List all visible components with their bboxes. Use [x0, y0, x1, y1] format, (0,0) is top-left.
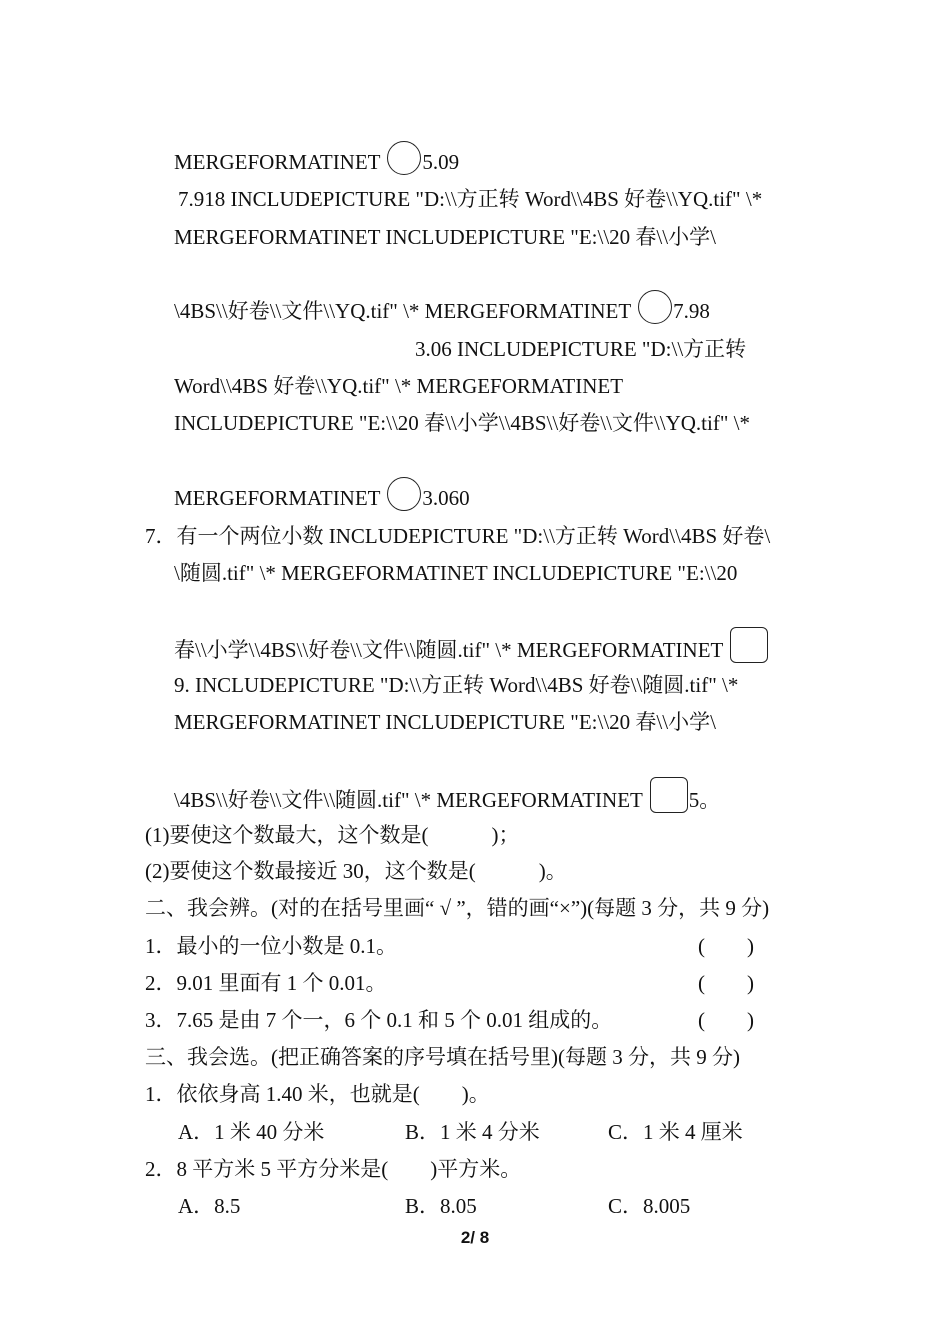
line-text: \4BS\\好卷\\文件\\随圆.tif" \* MERGEFORMATINET — [174, 788, 648, 812]
merge-line-1 — [174, 141, 459, 175]
option-b[interactable]: B．8.05 — [405, 1194, 477, 1218]
question-7-line-5: MERGEFORMATINET INCLUDEPICTURE "E:\\20 春\\小学\ — [174, 710, 716, 734]
sub-question-1: (1)要使这个数最大，这个数是( )； — [145, 823, 520, 847]
option-a[interactable]: A．8.5 — [178, 1194, 241, 1218]
line-text: MERGEFORMATINET — [174, 150, 386, 174]
box-blank[interactable] — [650, 777, 688, 813]
line-text: MERGEFORMATINET — [174, 486, 386, 510]
line-tail: 5。 — [688, 788, 721, 812]
answer-paren[interactable]: ( ) — [698, 1008, 754, 1032]
section-2-heading: 二、我会辨。(对的在括号里画“ √ ”，错的画“×”)(每题 3 分，共 9 分) — [145, 896, 770, 920]
sub-question-2: (2)要使这个数最接近 30，这个数是( )。 — [145, 859, 567, 883]
judge-item-1: 1．最小的一位小数是 0.1。 — [145, 934, 397, 958]
choice-question-2: 2．8 平方米 5 平方分米是( )平方米。 — [145, 1157, 522, 1181]
circle-blank[interactable] — [387, 141, 421, 175]
merge-line-8 — [174, 477, 470, 511]
option-a[interactable]: A．1 米 40 分米 — [178, 1120, 325, 1144]
answer-paren[interactable]: ( ) — [698, 971, 754, 995]
line-text: 春\\小学\\4BS\\好卷\\文件\\随圆.tif" \* MERGEFORMATINET — [174, 638, 729, 662]
option-c[interactable]: C．8.005 — [608, 1194, 691, 1218]
question-7-line-6 — [174, 777, 720, 813]
line-tail: 7.98 — [673, 299, 710, 323]
answer-paren[interactable]: ( ) — [698, 934, 754, 958]
question-7-line-4: 9. INCLUDEPICTURE "D:\\方正转 Word\\4BS 好卷\\随圆.tif" \* — [174, 673, 739, 697]
question-7-line-3 — [174, 627, 769, 663]
line-tail: 3.060 — [422, 486, 470, 510]
page-number: 2/ 8 — [460, 1228, 490, 1247]
option-c[interactable]: C．1 米 4 厘米 — [608, 1120, 743, 1144]
merge-line-4 — [174, 290, 710, 324]
option-b[interactable]: B．1 米 4 分米 — [405, 1120, 540, 1144]
question-7-line-2: \随圆.tif" \* MERGEFORMATINET INCLUDEPICTURE "E:\\20 — [174, 561, 738, 585]
choice-question-1: 1．依依身高 1.40 米，也就是( )。 — [145, 1082, 490, 1106]
judge-item-2: 2．9.01 里面有 1 个 0.01。 — [145, 971, 387, 995]
line-tail: 5.09 — [422, 150, 460, 174]
section-3-heading: 三、我会选。(把正确答案的序号填在括号里)(每题 3 分，共 9 分) — [145, 1045, 740, 1069]
merge-line-2: 7.918 INCLUDEPICTURE "D:\\方正转 Word\\4BS 好卷\\YQ.tif" \* — [178, 187, 763, 211]
box-blank[interactable] — [730, 627, 768, 663]
line-text: \4BS\\好卷\\文件\\YQ.tif" \* MERGEFORMATINET — [174, 299, 637, 323]
question-7-line-1: 7．有一个两位小数 INCLUDEPICTURE "D:\\方正转 Word\\4BS 好卷\ — [145, 524, 771, 548]
circle-blank[interactable] — [638, 290, 672, 324]
merge-line-7: INCLUDEPICTURE "E:\\20 春\\小学\\4BS\\好卷\\文件\\YQ.tif" \* — [174, 411, 750, 435]
judge-item-3: 3．7.65 是由 7 个一，6 个 0.1 和 5 个 0.01 组成的。 — [145, 1008, 613, 1032]
merge-line-5: 3.06 INCLUDEPICTURE "D:\\方正转 — [415, 337, 747, 361]
circle-blank[interactable] — [387, 477, 421, 511]
merge-line-3: MERGEFORMATINET INCLUDEPICTURE "E:\\20 春\\小学\ — [174, 225, 716, 249]
merge-line-6: Word\\4BS 好卷\\YQ.tif" \* MERGEFORMATINET — [174, 374, 624, 398]
